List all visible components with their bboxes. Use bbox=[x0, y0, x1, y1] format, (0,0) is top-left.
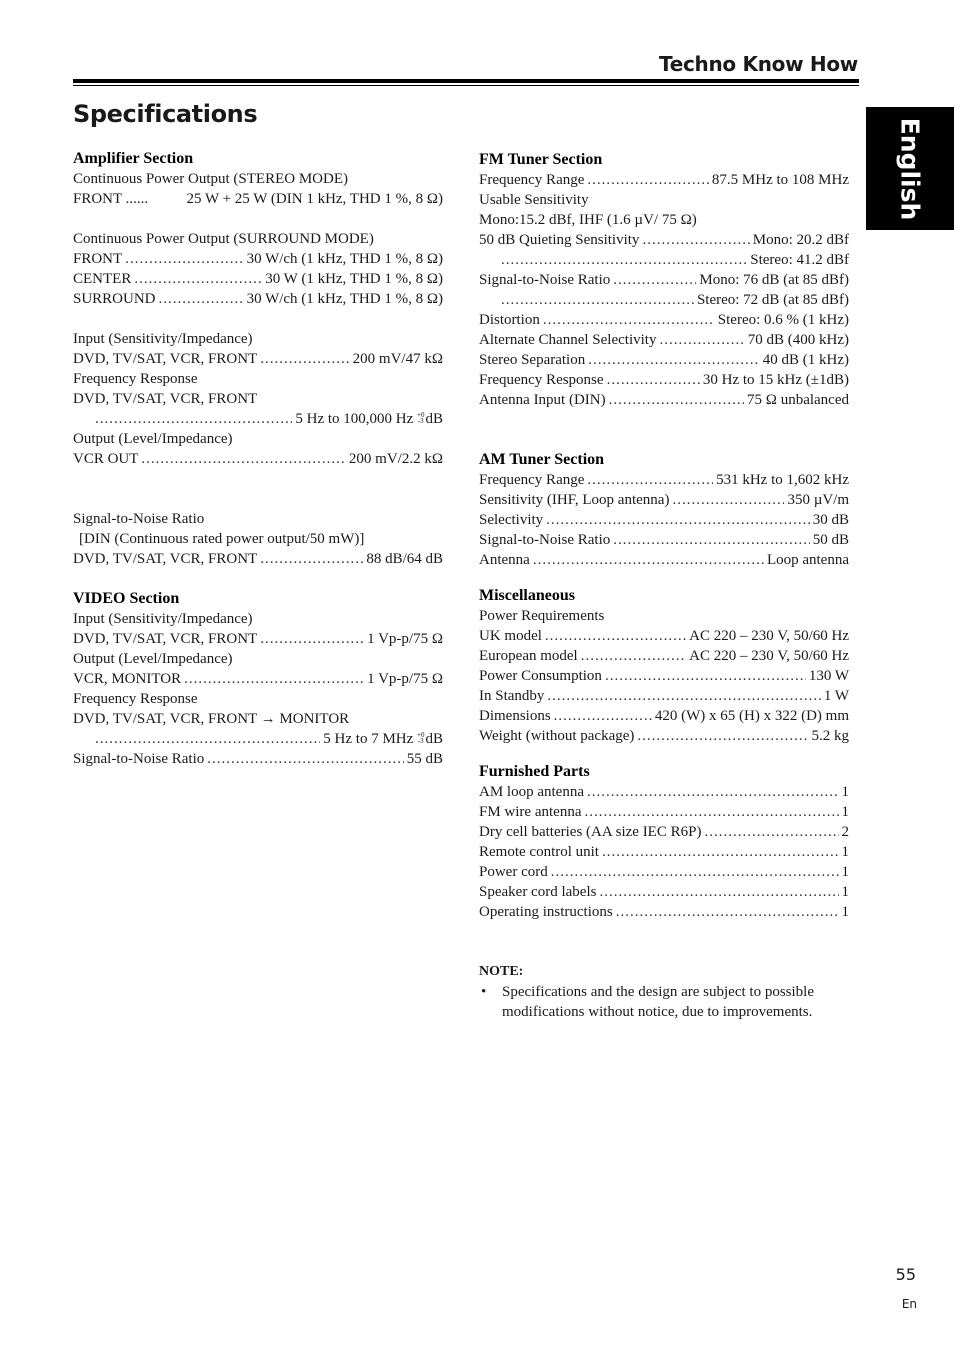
dot-leader bbox=[554, 706, 652, 726]
spec-row bbox=[73, 189, 443, 209]
spec-label: Frequency Response bbox=[73, 371, 198, 387]
spec-row bbox=[73, 249, 443, 269]
spec-key: Stereo Separation bbox=[479, 352, 586, 368]
dot-leader bbox=[587, 170, 709, 190]
language-tab bbox=[866, 107, 954, 230]
spec-row bbox=[73, 729, 443, 749]
spec-key: VCR OUT bbox=[73, 451, 139, 467]
spec-value: 130 W bbox=[808, 668, 849, 684]
spec-key: Selectivity bbox=[479, 512, 544, 528]
spec-value: 75 Ω unbalanced bbox=[747, 392, 849, 408]
part-qty: 2 bbox=[841, 824, 849, 840]
part-qty: 1 bbox=[841, 864, 849, 880]
dot-leader bbox=[141, 449, 346, 469]
spec-row bbox=[479, 666, 849, 686]
spec-key: DVD, TV/SAT, VCR, FRONT bbox=[73, 551, 258, 567]
header-rule-thin bbox=[73, 85, 859, 86]
dot-leader bbox=[545, 626, 686, 646]
part-name: Dry cell batteries (AA size IEC R6P) bbox=[479, 824, 702, 840]
spec-row bbox=[479, 330, 849, 350]
dot-leader bbox=[533, 550, 764, 570]
dot-leader bbox=[125, 249, 243, 269]
spec-value: 30 dB bbox=[812, 512, 849, 528]
page-title: Specifications bbox=[73, 100, 258, 128]
spec-key: Antenna Input (DIN) bbox=[479, 392, 606, 408]
spec-key: Dimensions bbox=[479, 708, 551, 724]
page-number: 55 bbox=[895, 1265, 916, 1284]
spec-value: 1 Vp-p/75 Ω bbox=[367, 671, 443, 687]
spec-label: [DIN (Continuous rated power output/50 mW)] bbox=[79, 531, 365, 547]
spec-label: Signal-to-Noise Ratio bbox=[73, 511, 205, 527]
spec-row bbox=[479, 686, 849, 706]
spec-value: 5.2 kg bbox=[811, 728, 849, 744]
spec-key: DVD, TV/SAT, VCR, FRONT bbox=[73, 631, 258, 647]
spec-key: FRONT bbox=[73, 251, 123, 267]
furnished-heading: Furnished Parts bbox=[479, 763, 590, 780]
dot-leader bbox=[605, 666, 806, 686]
spec-value: 70 dB (400 kHz) bbox=[747, 332, 849, 348]
spec-row bbox=[73, 549, 443, 569]
spec-key: Frequency Range bbox=[479, 172, 585, 188]
page-language: En bbox=[901, 1297, 917, 1311]
am-tuner-heading: AM Tuner Section bbox=[479, 451, 605, 468]
spec-row bbox=[73, 749, 443, 769]
spec-row bbox=[73, 669, 443, 689]
tolerance: +0 -3 bbox=[417, 730, 425, 745]
spec-value: 5 Hz to 100,000 Hz +0 -3 dB bbox=[295, 410, 443, 427]
spec-row bbox=[479, 350, 849, 370]
spec-value: Mono: 20.2 dBf bbox=[752, 232, 849, 248]
spec-label: Output (Level/Impedance) bbox=[73, 431, 233, 447]
spec-row bbox=[479, 530, 849, 550]
list-item bbox=[479, 862, 849, 882]
spec-value: 5 Hz to 7 MHz +0 -3 dB bbox=[323, 730, 443, 747]
spec-value: 30 W/ch (1 kHz, THD 1 %, 8 Ω) bbox=[246, 291, 443, 307]
part-name: FM wire antenna bbox=[479, 804, 582, 820]
spec-key: Sensitivity (IHF, Loop antenna) bbox=[479, 492, 670, 508]
spec-value: 1 W bbox=[823, 688, 849, 704]
spec-row bbox=[479, 510, 849, 530]
spec-row bbox=[73, 449, 443, 469]
spec-key: VCR, MONITOR bbox=[73, 671, 182, 687]
list-item bbox=[479, 782, 849, 802]
dot-leader bbox=[546, 510, 810, 530]
dot-leader bbox=[95, 729, 320, 749]
part-name: AM loop antenna bbox=[479, 784, 584, 800]
dot-leader bbox=[501, 250, 747, 270]
misc-heading: Miscellaneous bbox=[479, 587, 575, 604]
dot-leader bbox=[613, 270, 696, 290]
spec-value: AC 220 – 230 V, 50/60 Hz bbox=[689, 628, 849, 644]
spec-key: CENTER bbox=[73, 271, 132, 287]
spec-value: 200 mV/47 kΩ bbox=[352, 351, 443, 367]
dot-leader bbox=[704, 822, 838, 842]
spec-value: 50 dB bbox=[812, 532, 849, 548]
spec-row bbox=[479, 370, 849, 390]
part-name: Remote control unit bbox=[479, 844, 599, 860]
spec-label: Continuous Power Output (SURROUND MODE) bbox=[73, 231, 374, 247]
spec-value: 1 Vp-p/75 Ω bbox=[367, 631, 443, 647]
spec-label: DVD, TV/SAT, VCR, FRONT bbox=[73, 391, 258, 407]
spec-label: Input (Sensitivity/Impedance) bbox=[73, 611, 253, 627]
spec-row bbox=[73, 269, 443, 289]
spec-value: 87.5 MHz to 108 MHz bbox=[711, 172, 849, 188]
spec-value: 40 dB (1 kHz) bbox=[762, 352, 849, 368]
note-text: Specifications and the design are subject to possible modifications without notice, due to improvements. bbox=[502, 984, 815, 1020]
spec-row bbox=[479, 250, 849, 270]
dot-leader bbox=[584, 802, 838, 822]
spec-label: Power Requirements bbox=[479, 608, 605, 624]
spec-row bbox=[479, 626, 849, 646]
bullet-mark: • bbox=[481, 984, 487, 1000]
dot-leader bbox=[637, 726, 808, 746]
list-item bbox=[479, 902, 849, 922]
spec-row bbox=[479, 726, 849, 746]
dot-leader bbox=[260, 629, 364, 649]
spec-value: Stereo: 0.6 % (1 kHz) bbox=[717, 312, 849, 328]
dot-leader bbox=[159, 289, 244, 309]
spec-label: Input (Sensitivity/Impedance) bbox=[73, 331, 253, 347]
spec-key: Frequency Range bbox=[479, 472, 585, 488]
spec-label: Continuous Power Output (STEREO MODE) bbox=[73, 171, 348, 187]
spec-key: DVD, TV/SAT, VCR, FRONT bbox=[73, 351, 258, 367]
part-qty: 1 bbox=[841, 884, 849, 900]
spec-key: Weight (without package) bbox=[479, 728, 635, 744]
spec-key: Alternate Channel Selectivity bbox=[479, 332, 657, 348]
dot-leader bbox=[616, 902, 839, 922]
spec-key: SURROUND bbox=[73, 291, 156, 307]
part-qty: 1 bbox=[841, 904, 849, 920]
spec-row bbox=[73, 629, 443, 649]
list-item bbox=[479, 822, 849, 842]
spec-row bbox=[479, 230, 849, 250]
dot-leader bbox=[501, 290, 694, 310]
dot-leader bbox=[613, 530, 809, 550]
dot-leader bbox=[581, 646, 686, 666]
dot-leader bbox=[260, 349, 349, 369]
spec-row bbox=[73, 289, 443, 309]
dot-leader bbox=[134, 269, 262, 289]
spec-value: Mono: 76 dB (at 85 dBf) bbox=[699, 272, 849, 288]
spec-key: UK model bbox=[479, 628, 542, 644]
note-bullet bbox=[479, 982, 849, 1022]
spec-label: Frequency Response bbox=[73, 691, 198, 707]
spec-key: 50 dB Quieting Sensitivity bbox=[479, 232, 640, 248]
spec-row bbox=[479, 550, 849, 570]
spec-key: Frequency Response bbox=[479, 372, 604, 388]
spec-value: Stereo: 41.2 dBf bbox=[750, 252, 849, 268]
dot-leader bbox=[207, 749, 403, 769]
spec-key: Power Consumption bbox=[479, 668, 602, 684]
spec-row bbox=[479, 170, 849, 190]
part-name: Operating instructions bbox=[479, 904, 613, 920]
dot-leader bbox=[607, 370, 700, 390]
left-column bbox=[73, 149, 443, 769]
spec-key: Signal-to-Noise Ratio bbox=[73, 751, 205, 767]
spec-value: 88 dB/64 dB bbox=[366, 551, 443, 567]
part-qty: 1 bbox=[841, 784, 849, 800]
part-qty: 1 bbox=[841, 804, 849, 820]
dot-leader bbox=[547, 686, 820, 706]
dot-leader bbox=[587, 470, 713, 490]
spec-row bbox=[479, 390, 849, 410]
spec-key: Distortion bbox=[479, 312, 540, 328]
dot-leader bbox=[551, 862, 839, 882]
header-section-title: Techno Know How bbox=[659, 52, 858, 76]
dot-leader bbox=[659, 330, 744, 350]
spec-value: AC 220 – 230 V, 50/60 Hz bbox=[689, 648, 849, 664]
header-rule bbox=[73, 79, 859, 83]
spec-row bbox=[479, 270, 849, 290]
spec-row bbox=[479, 310, 849, 330]
spec-row bbox=[479, 646, 849, 666]
spec-key: FRONT ...... bbox=[73, 191, 149, 207]
dot-leader bbox=[609, 390, 744, 410]
spec-value: Loop antenna bbox=[766, 552, 849, 568]
tolerance: +0 -3 bbox=[417, 410, 425, 425]
dot-leader bbox=[95, 409, 292, 429]
spec-row bbox=[479, 290, 849, 310]
spec-value: 55 dB bbox=[406, 751, 443, 767]
list-item bbox=[479, 842, 849, 862]
spec-value: 200 mV/2.2 kΩ bbox=[348, 451, 443, 467]
spec-label: Mono:15.2 dBf, IHF (1.6 µV/ 75 Ω) bbox=[479, 212, 697, 228]
spec-value: 25 W + 25 W (DIN 1 kHz, THD 1 %, 8 Ω) bbox=[186, 191, 443, 207]
list-item bbox=[479, 802, 849, 822]
dot-leader bbox=[642, 230, 749, 250]
spec-label: Output (Level/Impedance) bbox=[73, 651, 233, 667]
right-column bbox=[479, 150, 849, 1022]
dot-leader bbox=[260, 549, 363, 569]
note-heading: NOTE: bbox=[479, 964, 524, 979]
spec-key: Signal-to-Noise Ratio bbox=[479, 272, 611, 288]
dot-leader bbox=[602, 842, 839, 862]
part-name: Speaker cord labels bbox=[479, 884, 597, 900]
spec-value: 30 W (1 kHz, THD 1 %, 8 Ω) bbox=[265, 271, 443, 287]
spec-value: Stereo: 72 dB (at 85 dBf) bbox=[696, 292, 849, 308]
part-qty: 1 bbox=[841, 844, 849, 860]
spec-label: DVD, TV/SAT, VCR, FRONT → MONITOR bbox=[73, 711, 350, 727]
spec-key: European model bbox=[479, 648, 578, 664]
spec-key: In Standby bbox=[479, 688, 545, 704]
spec-row bbox=[479, 490, 849, 510]
spec-row bbox=[479, 706, 849, 726]
dot-leader bbox=[587, 782, 839, 802]
language-tab-label: English bbox=[895, 117, 925, 220]
video-heading: VIDEO Section bbox=[73, 590, 180, 607]
dot-leader bbox=[672, 490, 784, 510]
spec-value: 350 µV/m bbox=[787, 492, 849, 508]
dot-leader bbox=[588, 350, 760, 370]
fm-tuner-heading: FM Tuner Section bbox=[479, 151, 603, 168]
spec-key: Signal-to-Noise Ratio bbox=[479, 532, 611, 548]
spec-value: 420 (W) x 65 (H) x 322 (D) mm bbox=[654, 708, 849, 724]
dot-leader bbox=[184, 669, 364, 689]
spec-value: 30 W/ch (1 kHz, THD 1 %, 8 Ω) bbox=[246, 251, 443, 267]
spec-row bbox=[73, 409, 443, 429]
spec-row bbox=[73, 349, 443, 369]
list-item bbox=[479, 882, 849, 902]
spec-row bbox=[479, 470, 849, 490]
spec-value: 30 Hz to 15 kHz (±1dB) bbox=[702, 372, 849, 388]
dot-leader bbox=[599, 882, 838, 902]
spec-key: Antenna bbox=[479, 552, 530, 568]
amplifier-heading: Amplifier Section bbox=[73, 150, 194, 167]
spec-label: Usable Sensitivity bbox=[479, 192, 589, 208]
part-name: Power cord bbox=[479, 864, 548, 880]
dot-leader bbox=[543, 310, 715, 330]
spec-value: 531 kHz to 1,602 kHz bbox=[716, 472, 849, 488]
